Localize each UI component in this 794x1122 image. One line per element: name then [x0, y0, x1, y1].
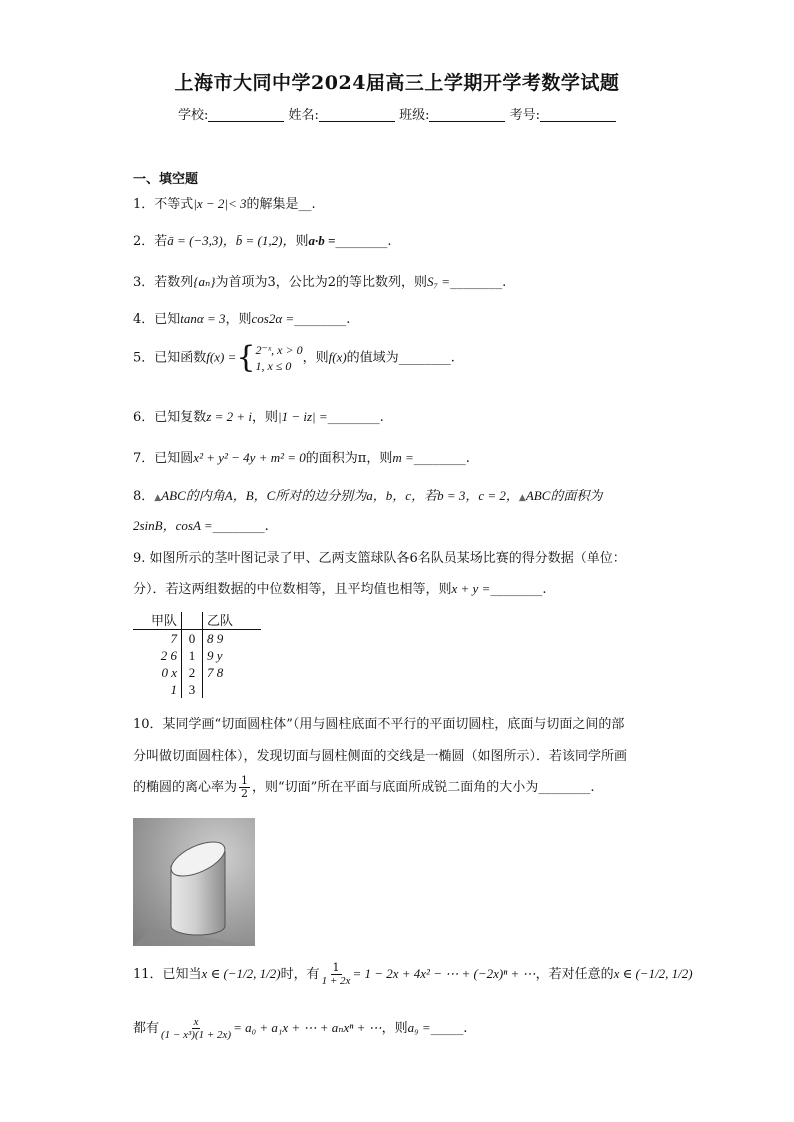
q-text: ABC的内角A，B，C所对的边分别为a，b，c，若b = 3，c = 2， — [161, 488, 519, 503]
numerator: 1 — [241, 774, 249, 787]
stem: 2 — [182, 664, 203, 681]
question-2 — [133, 230, 392, 249]
question-8-line-2 — [133, 515, 269, 534]
q-number: 2． — [133, 234, 155, 249]
q-math: = a₀ + a₁x + ⋯ + aₙxⁿ + ⋯ — [233, 1020, 382, 1035]
q-text: 已知函数 — [154, 350, 207, 366]
q-math: cos2α = — [251, 311, 295, 326]
q-math: |x − 2|< 3 — [193, 196, 247, 211]
question-10-line-3 — [133, 775, 594, 800]
denominator: 2 — [241, 787, 249, 800]
q-text: 不等式 — [154, 197, 194, 212]
answer-blank[interactable]: ________. — [335, 234, 392, 249]
q-text: 分）．若这两组数据的中位数相等，且平均值也相等，则 — [133, 582, 452, 597]
q-math: x + y = — [451, 581, 491, 596]
q-number: 3． — [133, 275, 155, 290]
q-math: = 1 − 2x + 4x² − ⋯ + (−2x)ⁿ + ⋯ — [352, 966, 536, 981]
stem: 1 — [182, 647, 203, 664]
question-6 — [133, 406, 384, 425]
question-4 — [133, 308, 350, 327]
q-math: a·b = — [308, 233, 336, 248]
numerator: x — [193, 1016, 199, 1028]
cut-cylinder-sketch-image — [133, 818, 255, 946]
case-1: 2⁻ˣ, x > 0 — [255, 343, 303, 357]
question-3 — [133, 271, 506, 290]
q-math: ā = (−3,3)， — [167, 233, 236, 248]
q-math: b̄ = (1,2)， — [235, 233, 296, 248]
school-blank[interactable] — [208, 107, 284, 122]
q-number: 1． — [133, 197, 155, 212]
q-math: x ∈ (−1/2, 1/2) — [613, 966, 693, 981]
question-7 — [133, 447, 470, 466]
number-blank[interactable] — [540, 107, 616, 122]
triangle-icon: ▲ — [154, 493, 162, 503]
stem: 0 — [182, 630, 203, 648]
q-text: 的椭圆的离心率为 — [133, 780, 238, 795]
q-text: 时，有 — [280, 967, 320, 982]
leaf-left: 1 — [170, 682, 177, 697]
q-math: x² + y² − 4y + m² = 0 — [193, 450, 306, 465]
leaf-left: 7 — [170, 631, 177, 646]
question-10: 10．某同学画“切面圆柱体”（用与圆柱底面不平行的平面切圆柱，底面与切面之间的部 — [133, 717, 625, 732]
leaf-right: 8 9 — [207, 631, 224, 646]
answer-blank[interactable]: ________. — [294, 312, 351, 327]
denominator: (1 − x³)(1 + 2x) — [161, 1029, 232, 1041]
team-yi-header: 乙队 — [203, 612, 262, 630]
leaf-left: 0 x — [161, 665, 177, 680]
class-blank[interactable] — [429, 107, 505, 122]
question-9-line-2 — [133, 578, 547, 597]
q-text: ，则 — [302, 350, 329, 366]
answer-blank[interactable]: ________. — [398, 350, 455, 366]
stem-header — [182, 612, 203, 630]
section-heading: 一、填空题 — [133, 172, 199, 187]
q-text: 的面积为π，则 — [305, 451, 393, 466]
question-8 — [133, 485, 602, 504]
student-info-line — [0, 104, 794, 123]
numerator: 1 — [332, 961, 340, 974]
q-text: 若 — [154, 234, 168, 249]
answer-blank[interactable]: ________. — [413, 451, 470, 466]
fraction — [161, 1016, 231, 1041]
q-text: 的解集是 — [246, 197, 299, 212]
q-text: ，若对任意的 — [535, 967, 614, 982]
q-text: 为首项为3，公比为2的等比数列，则 — [215, 275, 428, 290]
answer-blank[interactable]: ________. — [327, 410, 384, 425]
leaf-right: 7 8 — [207, 665, 224, 680]
team-jia-header: 甲队 — [133, 612, 182, 630]
question-11-line-2 — [133, 1016, 467, 1041]
question-9: 9. 如图所示的茎叶图记录了甲、乙两支篮球队各6名队员某场比赛的得分数据（单位： — [133, 551, 626, 566]
question-5 — [133, 342, 455, 374]
piecewise-cases — [255, 342, 302, 374]
q-number: 8． — [133, 489, 155, 504]
q-math: S₇ = — [427, 274, 451, 289]
q-math: 2sinB，cosA = — [133, 518, 213, 533]
q-number: 6． — [133, 410, 155, 425]
stem-leaf-plot — [133, 612, 261, 698]
page-title: 上海市大同中学2024届高三上学期开学考数学试题 — [174, 72, 620, 94]
name-label: 姓名: — [288, 108, 319, 123]
question-1 — [133, 193, 316, 212]
case-2: 1, x ≤ 0 — [255, 359, 292, 373]
q-number: 4． — [133, 312, 155, 327]
q-math: |1 − iz| = — [278, 409, 328, 424]
q-math: f(x) — [328, 349, 347, 365]
answer-blank[interactable]: _____. — [430, 1021, 468, 1036]
q-text: 11．已知当 — [133, 967, 202, 982]
q-text: ，则 — [381, 1021, 408, 1036]
brace-symbol: { — [236, 340, 256, 375]
school-label: 学校: — [178, 108, 209, 123]
q-text: 已知圆 — [154, 451, 194, 466]
q-number: 5． — [133, 350, 155, 366]
question-11 — [133, 962, 693, 987]
q-text: 若数列 — [154, 275, 194, 290]
q-math: a₉ = — [407, 1020, 431, 1035]
q-text: 则 — [295, 234, 309, 249]
class-label: 班级: — [399, 108, 430, 123]
q-math: z = 2 + i — [206, 409, 253, 424]
q-number: 7． — [133, 451, 155, 466]
leaf-right — [203, 681, 262, 698]
fraction — [322, 962, 351, 987]
cut-cylinder-drawing — [133, 818, 255, 946]
q-math: {aₙ} — [193, 274, 216, 289]
denominator: 1 + 2x — [321, 975, 351, 987]
q-math: f(x) = — [206, 349, 237, 365]
q-text: ，则“切面”所在平面与底面所成锐二面角的大小为 — [252, 780, 539, 795]
triangle-icon: ▲ — [518, 493, 526, 503]
answer-blank[interactable]: ________. — [450, 275, 507, 290]
leaf-right: 9 y — [207, 648, 223, 663]
answer-blank[interactable]: __. — [298, 197, 316, 212]
q-text: 都有 — [133, 1021, 160, 1036]
q-text: 的值域为 — [346, 350, 399, 366]
number-label: 考号: — [509, 108, 540, 123]
name-blank[interactable] — [319, 107, 395, 122]
q-text: 已知复数 — [154, 410, 207, 425]
q-text: ABC的面积为 — [525, 488, 603, 503]
leaf-left: 2 6 — [160, 648, 177, 663]
q-text: ，则 — [252, 410, 279, 425]
q-math: tanα = 3 — [180, 311, 226, 326]
q-math: x ∈ (−1/2, 1/2) — [201, 966, 281, 981]
q-text: ，则 — [225, 312, 252, 327]
q-text: 已知 — [154, 312, 181, 327]
fraction — [239, 775, 250, 800]
answer-blank[interactable]: ________. — [490, 582, 547, 597]
stem: 3 — [182, 681, 203, 698]
answer-blank[interactable]: ________. — [538, 780, 595, 795]
answer-blank[interactable]: ________. — [212, 519, 269, 534]
question-10-line-2: 分叫做切面圆柱体），发现切面与圆柱侧面的交线是一椭圆（如图所示）．若该同学所画 — [133, 749, 628, 764]
q-math: m = — [392, 450, 414, 465]
